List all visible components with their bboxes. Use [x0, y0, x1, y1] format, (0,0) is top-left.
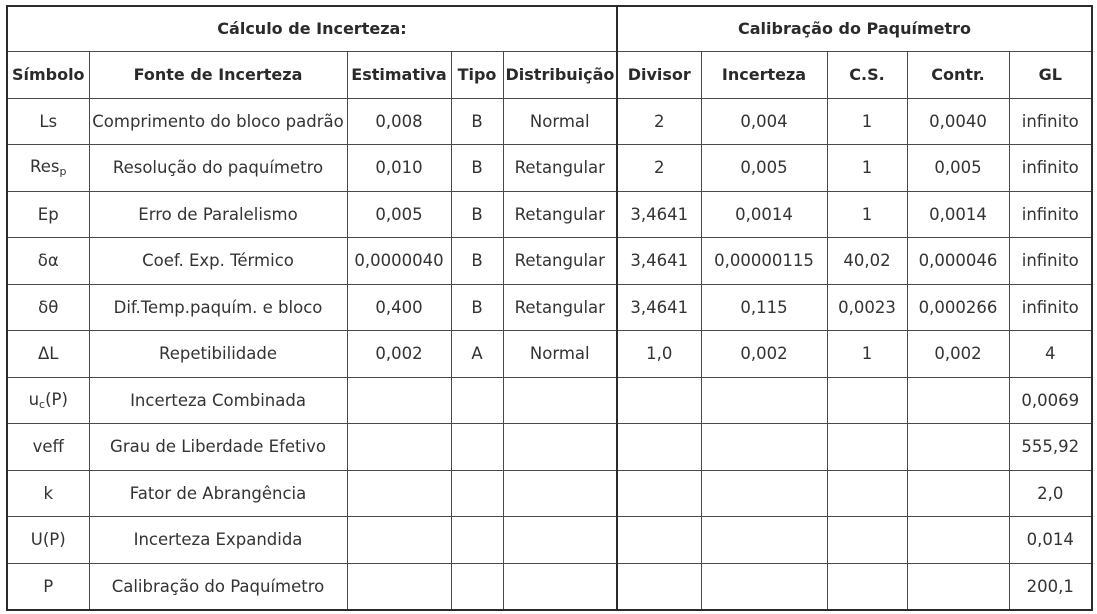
source-cell: Resolução do paquímetro: [89, 145, 347, 192]
table-row: [7, 563, 1092, 610]
col-header-estimate: Estimativa: [347, 51, 451, 98]
calculation-title: Cálculo de Incerteza:: [7, 6, 617, 51]
divisor-cell: 3,4641: [617, 284, 701, 331]
divisor-cell: [617, 377, 701, 424]
col-header-divisor: Divisor: [617, 51, 701, 98]
col-header-type: Tipo: [451, 51, 503, 98]
gl-cell: 2,0: [1009, 470, 1092, 517]
gl-cell: 4: [1009, 331, 1092, 378]
uncertainty-cell: [701, 377, 827, 424]
symbol-cell: [7, 517, 89, 564]
table-row: [7, 470, 1092, 517]
col-header-contribution: Contr.: [907, 51, 1009, 98]
type-cell: [451, 424, 503, 471]
symbol-text: u: [28, 389, 40, 409]
table-row: [7, 284, 1092, 331]
cs-cell: [827, 470, 907, 517]
gl-cell: infinito: [1009, 238, 1092, 285]
distribution-cell: Normal: [503, 98, 617, 145]
symbol-cell: [7, 377, 89, 424]
symbol-text: δα: [37, 251, 59, 271]
cs-cell: 40,02: [827, 238, 907, 285]
contribution-cell: 0,000266: [907, 284, 1009, 331]
divisor-cell: 3,4641: [617, 238, 701, 285]
symbol-cell: [7, 98, 89, 145]
distribution-cell: Normal: [503, 331, 617, 378]
symbol-cell: [7, 238, 89, 285]
cs-cell: [827, 563, 907, 610]
title-row: [7, 6, 1092, 51]
gl-cell: infinito: [1009, 98, 1092, 145]
table-row: [7, 331, 1092, 378]
source-cell: Dif.Temp.paquím. e bloco: [89, 284, 347, 331]
type-cell: [451, 470, 503, 517]
symbol-cell: [7, 191, 89, 238]
type-cell: B: [451, 284, 503, 331]
type-cell: B: [451, 98, 503, 145]
source-cell: Comprimento do bloco padrão: [89, 98, 347, 145]
divisor-cell: [617, 424, 701, 471]
estimate-cell: 0,0000040: [347, 238, 451, 285]
divisor-cell: [617, 517, 701, 564]
column-header-row: [7, 51, 1092, 98]
cs-cell: 1: [827, 331, 907, 378]
symbol-text: Res: [30, 157, 60, 177]
distribution-cell: Retangular: [503, 191, 617, 238]
estimate-cell: [347, 470, 451, 517]
uncertainty-cell: 0,004: [701, 98, 827, 145]
contribution-cell: 0,0014: [907, 191, 1009, 238]
source-cell: Fator de Abrangência: [89, 470, 347, 517]
gl-cell: infinito: [1009, 145, 1092, 192]
table-row: [7, 98, 1092, 145]
symbol-text: veff: [32, 437, 64, 457]
distribution-cell: [503, 517, 617, 564]
type-cell: B: [451, 191, 503, 238]
source-cell: Incerteza Expandida: [89, 517, 347, 564]
contribution-cell: 0,0040: [907, 98, 1009, 145]
gl-cell: 555,92: [1009, 424, 1092, 471]
estimate-cell: 0,010: [347, 145, 451, 192]
symbol-text: U(P): [30, 530, 66, 550]
divisor-cell: 2: [617, 145, 701, 192]
source-cell: Calibração do Paquímetro: [89, 563, 347, 610]
estimate-cell: 0,005: [347, 191, 451, 238]
contribution-cell: [907, 470, 1009, 517]
symbol-text: Ls: [39, 111, 58, 131]
divisor-cell: [617, 563, 701, 610]
cs-cell: [827, 517, 907, 564]
col-header-source: Fonte de Incerteza: [89, 51, 347, 98]
cs-cell: 1: [827, 98, 907, 145]
uncertainty-cell: 0,0014: [701, 191, 827, 238]
estimate-cell: [347, 424, 451, 471]
type-cell: B: [451, 145, 503, 192]
col-header-uncertainty: Incerteza: [701, 51, 827, 98]
distribution-cell: Retangular: [503, 284, 617, 331]
divisor-cell: 3,4641: [617, 191, 701, 238]
symbol-text: k: [43, 483, 54, 503]
distribution-cell: Retangular: [503, 145, 617, 192]
uncertainty-cell: [701, 563, 827, 610]
symbol-text: δθ: [38, 297, 59, 317]
symbol-text: Ep: [37, 204, 59, 224]
table-row: [7, 145, 1092, 192]
uncertainty-cell: [701, 517, 827, 564]
distribution-cell: [503, 470, 617, 517]
distribution-cell: [503, 377, 617, 424]
estimate-cell: 0,008: [347, 98, 451, 145]
cs-cell: [827, 424, 907, 471]
gl-cell: 200,1: [1009, 563, 1092, 610]
divisor-cell: 1,0: [617, 331, 701, 378]
gl-cell: 0,014: [1009, 517, 1092, 564]
uncertainty-cell: [701, 424, 827, 471]
uncertainty-table: [6, 5, 1093, 611]
source-cell: Coef. Exp. Térmico: [89, 238, 347, 285]
symbol-cell: [7, 284, 89, 331]
symbol-subscript: c: [39, 397, 46, 411]
cs-cell: 1: [827, 191, 907, 238]
col-header-cs: C.S.: [827, 51, 907, 98]
estimate-cell: [347, 563, 451, 610]
symbol-text: ΔL: [38, 344, 59, 364]
distribution-cell: [503, 424, 617, 471]
gl-cell: infinito: [1009, 284, 1092, 331]
divisor-cell: [617, 470, 701, 517]
cs-cell: [827, 377, 907, 424]
symbol-subscript: p: [59, 165, 67, 179]
contribution-cell: [907, 424, 1009, 471]
distribution-cell: Retangular: [503, 238, 617, 285]
contribution-cell: [907, 377, 1009, 424]
type-cell: [451, 517, 503, 564]
symbol-text: P: [43, 576, 54, 596]
type-cell: A: [451, 331, 503, 378]
table-row: [7, 424, 1092, 471]
uncertainty-cell: 0,115: [701, 284, 827, 331]
contribution-cell: 0,005: [907, 145, 1009, 192]
uncertainty-cell: 0,002: [701, 331, 827, 378]
estimate-cell: 0,400: [347, 284, 451, 331]
source-cell: Repetibilidade: [89, 331, 347, 378]
source-cell: Erro de Paralelismo: [89, 191, 347, 238]
gl-cell: infinito: [1009, 191, 1092, 238]
contribution-cell: [907, 563, 1009, 610]
estimate-cell: 0,002: [347, 331, 451, 378]
symbol-cell: [7, 145, 89, 192]
table-row: [7, 377, 1092, 424]
source-cell: Incerteza Combinada: [89, 377, 347, 424]
symbol-cell: [7, 470, 89, 517]
symbol-cell: [7, 424, 89, 471]
contribution-cell: 0,000046: [907, 238, 1009, 285]
cs-cell: 1: [827, 145, 907, 192]
cs-cell: 0,0023: [827, 284, 907, 331]
type-cell: [451, 563, 503, 610]
type-cell: [451, 377, 503, 424]
distribution-cell: [503, 563, 617, 610]
uncertainty-cell: [701, 470, 827, 517]
contribution-cell: 0,002: [907, 331, 1009, 378]
estimate-cell: [347, 377, 451, 424]
source-cell: Grau de Liberdade Efetivo: [89, 424, 347, 471]
symbol-cell: [7, 563, 89, 610]
table-row: [7, 191, 1092, 238]
calibration-title: Calibração do Paquímetro: [617, 6, 1092, 51]
table-row: [7, 238, 1092, 285]
table-row: [7, 517, 1092, 564]
col-header-gl: GL: [1009, 51, 1092, 98]
uncertainty-cell: 0,00000115: [701, 238, 827, 285]
uncertainty-cell: 0,005: [701, 145, 827, 192]
symbol-suffix: (P): [45, 389, 68, 409]
estimate-cell: [347, 517, 451, 564]
col-header-distribution: Distribuição: [503, 51, 617, 98]
contribution-cell: [907, 517, 1009, 564]
type-cell: B: [451, 238, 503, 285]
symbol-cell: [7, 331, 89, 378]
col-header-symbol: Símbolo: [7, 51, 89, 98]
divisor-cell: 2: [617, 98, 701, 145]
gl-cell: 0,0069: [1009, 377, 1092, 424]
